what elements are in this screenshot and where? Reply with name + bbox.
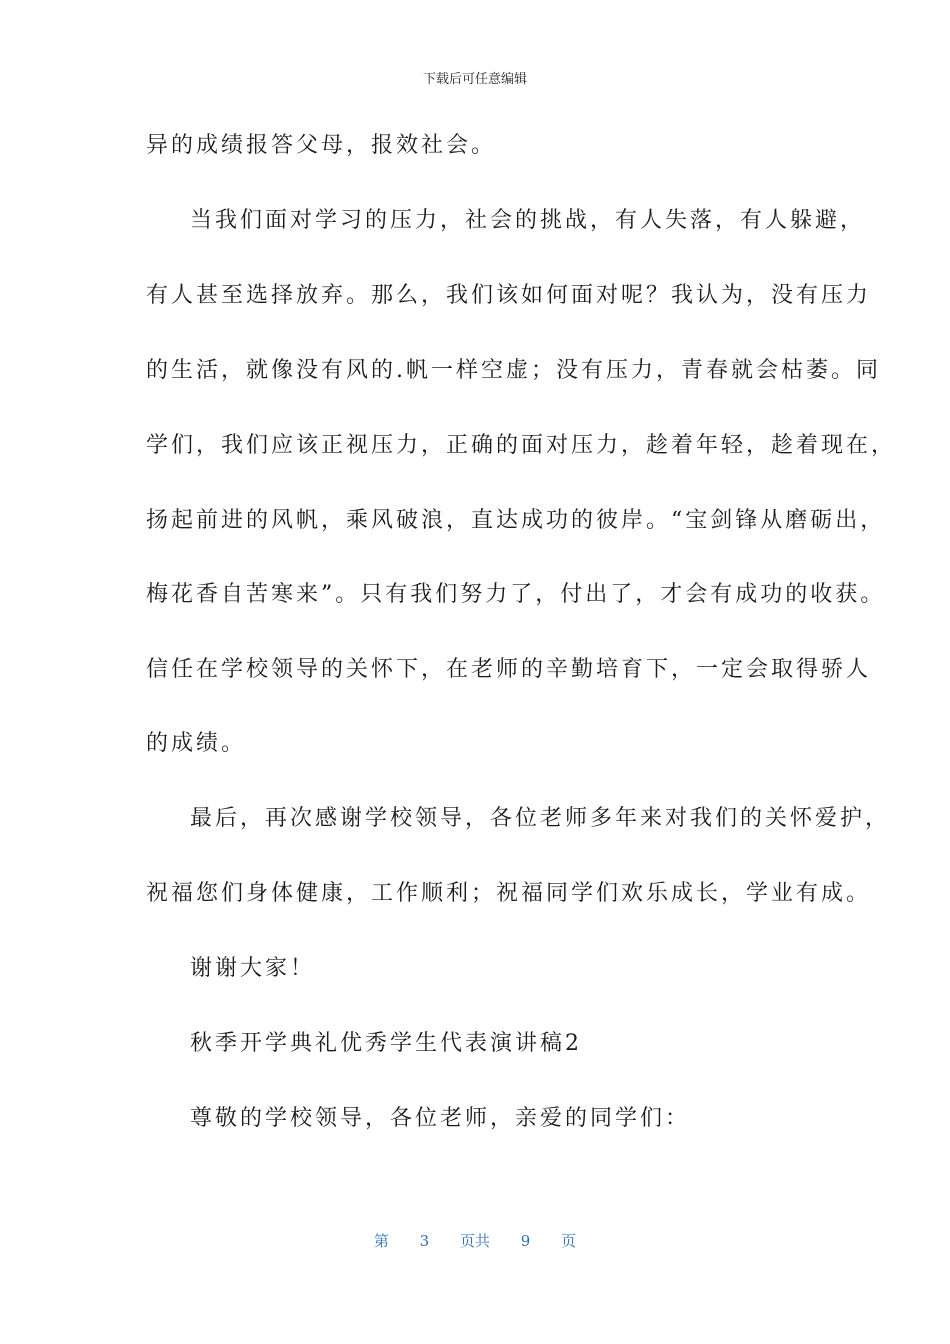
text-line: 的生活，就像没有风的.帆一样空虚；没有压力，青春就会枯萎。同 bbox=[146, 358, 881, 383]
text-line: 异的成绩报答父母，报效社会。 bbox=[146, 133, 497, 158]
page-total: 9 bbox=[520, 1232, 531, 1250]
text-line: 的成绩。 bbox=[146, 731, 247, 756]
page-number: 3 bbox=[419, 1232, 430, 1250]
page-footer bbox=[0, 1230, 950, 1251]
text-line: 祝福您们身体健康，工作顺利；祝福同学们欢乐成长，学业有成。 bbox=[146, 881, 872, 906]
page-header: 下载后可任意编辑 bbox=[422, 72, 527, 87]
text-line: 有人甚至选择放弃。那么，我们该如何面对呢？我认为，没有压力 bbox=[146, 283, 872, 308]
text-line: 最后，再次感谢学校领导，各位老师多年来对我们的关怀爱护， bbox=[190, 806, 891, 831]
salutation: 尊敬的学校领导，各位老师，亲爱的同学们： bbox=[190, 1106, 691, 1131]
text-line: 信任在学校领导的关怀下，在老师的辛勤培育下，一定会取得骄人 bbox=[146, 657, 872, 682]
text-line: 学们，我们应该正视压力，正确的面对压力，趁着年轻，趁着现在， bbox=[146, 433, 897, 458]
footer-prefix: 第 bbox=[373, 1232, 389, 1250]
text-line: 当我们面对学习的压力，社会的挑战，有人失落，有人躲避， bbox=[190, 208, 866, 233]
text-line: 谢谢大家！ bbox=[190, 956, 316, 981]
text-line: 梅花香自苦寒来”。只有我们努力了，付出了，才会有成功的收获。 bbox=[146, 582, 886, 607]
footer-middle: 页共 bbox=[459, 1232, 490, 1250]
document-subtitle: 秋季开学典礼优秀学生代表演讲稿2 bbox=[190, 1031, 582, 1056]
text-line: 扬起前进的风帆，乘风破浪，直达成功的彼岸。“宝剑锋从磨砺出， bbox=[146, 508, 886, 533]
footer-suffix: 页 bbox=[561, 1232, 577, 1250]
